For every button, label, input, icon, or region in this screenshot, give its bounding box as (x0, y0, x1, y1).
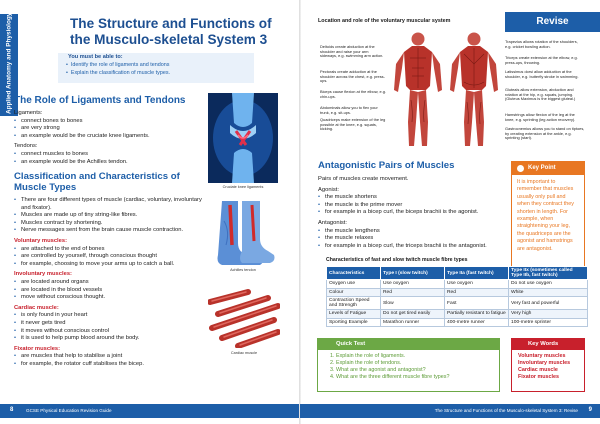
list-item: • an example would be the cruciate knee ligaments. (14, 133, 194, 141)
list-item: • are attached to the end of bones (14, 246, 210, 254)
voluntary-label: Voluntary muscles: (14, 237, 68, 244)
muscle-label-deltoids: Deltoids create abduction at the shoulder and raise your arm sideways, e.g. swimming arm action. (320, 44, 384, 59)
muscle-label-abdominals: Abdominals allow you to flex your trunk, e.g. sit-ups. (320, 105, 378, 115)
learning-objectives-box (58, 53, 254, 83)
list-item: • connect bones to bones (14, 118, 194, 126)
key-word: Fixator muscles (518, 374, 560, 380)
ligaments-label: Ligaments: (14, 110, 43, 116)
table-title: Characteristics of fast and slow twitch muscle fibre types (326, 257, 468, 263)
table-cell: Partially resistant to fatigue (445, 310, 509, 319)
muscle-label-biceps: Biceps cause flexion at the elbow, e.g. chin-ups. (320, 89, 386, 99)
list-item: • are very strong (14, 125, 194, 133)
ligaments-text (14, 110, 194, 166)
page-number-left: 8 (10, 407, 14, 413)
front-figure (394, 33, 442, 147)
table-row (327, 280, 588, 289)
table-cell: 400-metre runner (445, 318, 509, 327)
table-row (327, 288, 588, 297)
quick-test-question: 4. What are the three different muscle fibre types? (336, 374, 493, 381)
key-word: Involuntary muscles (518, 360, 571, 366)
muscular-system-figures (388, 30, 504, 150)
table-cell: Do not use oxygen (509, 280, 588, 289)
list-item: • for example in a bicep curl, the triceps brachii is the antagonist. (318, 243, 504, 251)
table-header: Type IIa (fast twitch) (445, 267, 509, 280)
key-point-box (511, 161, 585, 275)
list-item: • Muscles are made up of tiny string-like fibres. (14, 212, 210, 220)
cardiac-label: Cardiac muscle: (14, 304, 59, 311)
classification-heading: Classification and Characteristics of Muscle Types (14, 171, 180, 193)
table-cell: Colour (327, 288, 381, 297)
agonist-label: Agonist: (318, 186, 339, 193)
table-cell: Slow (381, 297, 445, 310)
list-item: • move without conscious thought. (14, 294, 210, 302)
list-item: • it never gets tired (14, 320, 210, 328)
list-item: • are located in the blood vessels (14, 287, 210, 295)
table-header-row (327, 267, 588, 280)
involuntary-label: Involuntary muscles: (14, 271, 72, 278)
cardiac-caption: Cardiac muscle (230, 351, 258, 355)
learning-objective: • Explain the classification of muscle types. (72, 69, 170, 77)
muscle-label-latissimus: Latissimus dorsi allow adduction at the shoulder, e.g. butterfly stroke in swimming. (505, 69, 579, 79)
knee-ligaments-image (208, 93, 278, 183)
table-cell: Oxygen use (327, 280, 381, 289)
list-item: • are located around organs (14, 279, 210, 287)
muscle-label-hamstrings: Hamstrings allow flexion of the leg at the knee, e.g. sprinting (leg action recovery). (505, 112, 576, 122)
side-tab-label: Applied Anatomy and Physiology (5, 12, 13, 114)
table-header: Type IIx (sometimes called Type IIb, fast twitch) (509, 267, 588, 280)
tendons-label: Tendons: (14, 143, 38, 150)
table-cell: Contraction Speed and Strength (327, 297, 381, 310)
list-item: • it moves without conscious control (14, 328, 210, 336)
footer-right-text: The Structure and Functions of the Musculo-skeletal System 3: Revise (434, 408, 578, 413)
quick-test-question: 2. Explain the role of tendons. (336, 360, 493, 367)
list-item: • the muscle relaxes (318, 235, 504, 243)
list-item: • for example in a bicep curl, the biceps brachii is the agonist. (318, 209, 504, 217)
achilles-caption: Achilles tendon (230, 268, 256, 272)
table-cell: Levels of Fatigue (327, 310, 381, 319)
diagram-title: Location and role of the voluntary muscular system (318, 18, 451, 24)
quick-test-question: 3. What are the agonist and antagonist? (336, 367, 493, 374)
classification-text (14, 197, 210, 368)
list-item: • for example, choosing to move your arms up to catch a ball. (14, 261, 210, 269)
antagonistic-text (318, 176, 504, 250)
quick-test-heading: Quick Test (318, 339, 499, 350)
table-cell: Red (381, 288, 445, 297)
key-point-heading: Key Point (512, 162, 584, 175)
list-item: • Nerve messages sent from the brain cause muscle contraction. (14, 227, 210, 235)
knee-caption: Cruciate knee ligaments (222, 185, 264, 189)
page-title: The Structure and Functions of the Musculo-skeletal System 3 (70, 16, 272, 47)
key-word: Voluntary muscles (518, 353, 566, 359)
cardiac-muscle-image (208, 288, 280, 348)
key-words-heading: Key Words (512, 339, 584, 350)
muscle-fibre-table (326, 266, 588, 327)
list-item: • are controlled by yourself, through conscious thought (14, 253, 210, 261)
page-number-right: 9 (588, 407, 592, 413)
table-cell: White (509, 288, 588, 297)
list-item: • the muscle shortens (318, 194, 504, 202)
muscle-label-triceps: Triceps create extension at the elbow, e.g. press-ups, throwing. (505, 55, 578, 65)
fixator-label: Fixator muscles: (14, 345, 61, 352)
key-point-body: It is important to remember that muscles usually only pull and when they contract they shorten in length. For example, when straightening your leg, the quadriceps are the agonist and hamstrings are antagonist. (517, 179, 574, 252)
back-figure (450, 33, 498, 147)
table-cell: Use oxygen (445, 280, 509, 289)
muscle-label-quadriceps: Quadriceps make extension of the leg possible at the knee, e.g. squats, kicking. (320, 117, 386, 132)
footer-left (0, 404, 300, 418)
footer-left-text: GCSE Physical Education Revision Guide (26, 408, 112, 413)
table-header: Characteristics (327, 267, 381, 280)
quick-test-box (317, 338, 500, 392)
quick-test-question: 1. Explain the role of ligaments. (336, 353, 493, 360)
list-item: • the muscle lengthens (318, 228, 504, 236)
learning-objectives-heading: You must be able to: (68, 54, 123, 60)
table-row (327, 318, 588, 327)
table-cell: Very high (509, 310, 588, 319)
table-cell: Sporting Example (327, 318, 381, 327)
antagonistic-heading: Antagonistic Pairs of Muscles (318, 160, 455, 171)
ligaments-heading: The Role of Ligaments and Tendons (14, 95, 186, 106)
list-item: • is only found in your heart (14, 312, 210, 320)
table-row (327, 297, 588, 310)
table-cell: Do not get tired easily (381, 310, 445, 319)
antagonistic-intro: Pairs of muscles create movement. (318, 176, 409, 182)
list-item: • There are four different types of muscle (cardiac, voluntary, involuntary and fixator). (14, 197, 210, 212)
footer-right (300, 404, 600, 418)
table-row (327, 310, 588, 319)
achilles-tendon-image (208, 201, 278, 267)
list-item: • connect muscles to bones (14, 151, 194, 159)
muscle-label-gastrocnemius: Gastrocnemius allows you to stand on tiptoes, by creating extension at the ankle, e.g. sprinting (start). (505, 126, 585, 141)
table-header: Type I (slow twitch) (381, 267, 445, 280)
book-spine (299, 0, 301, 424)
list-item: • the muscle is the prime mover (318, 202, 504, 210)
muscle-label-pectorals: Pectorals create adduction at the shoulder across the chest, e.g. press-ups. (320, 69, 385, 84)
table-cell: Fast (445, 297, 509, 310)
revise-tab: Revise (505, 12, 600, 32)
muscle-label-trapezius: Trapezius allows rotation of the shoulders, e.g. cricket bowling action. (505, 39, 578, 49)
learning-objective: • Identify the role of ligaments and tendons (72, 61, 170, 69)
table-cell: Use oxygen (381, 280, 445, 289)
list-item: • an example would be the Achilles tendon. (14, 159, 194, 167)
list-item: • it is used to help pump blood around the body. (14, 335, 210, 343)
table-cell: Very fast and powerful (509, 297, 588, 310)
list-item: • are muscles that help to stabilise a joint (14, 353, 210, 361)
table-cell: Red (445, 288, 509, 297)
muscle-label-gluteals: Gluteals allow extension, abduction and rotation at the hip, e.g. squats, jumping. (Gluteus Maximus is the biggest gluteal.) (505, 87, 576, 102)
antagonist-label: Antagonist: (318, 219, 348, 226)
list-item: • Muscles contract by shortening. (14, 220, 210, 228)
key-words-box (511, 338, 585, 392)
table-cell: 100-metre sprinter (509, 318, 588, 327)
list-item: • for example, the rotator cuff stabilises the bicep. (14, 361, 210, 369)
key-word: Cardiac muscle (518, 367, 558, 373)
table-cell: Marathon runner (381, 318, 445, 327)
